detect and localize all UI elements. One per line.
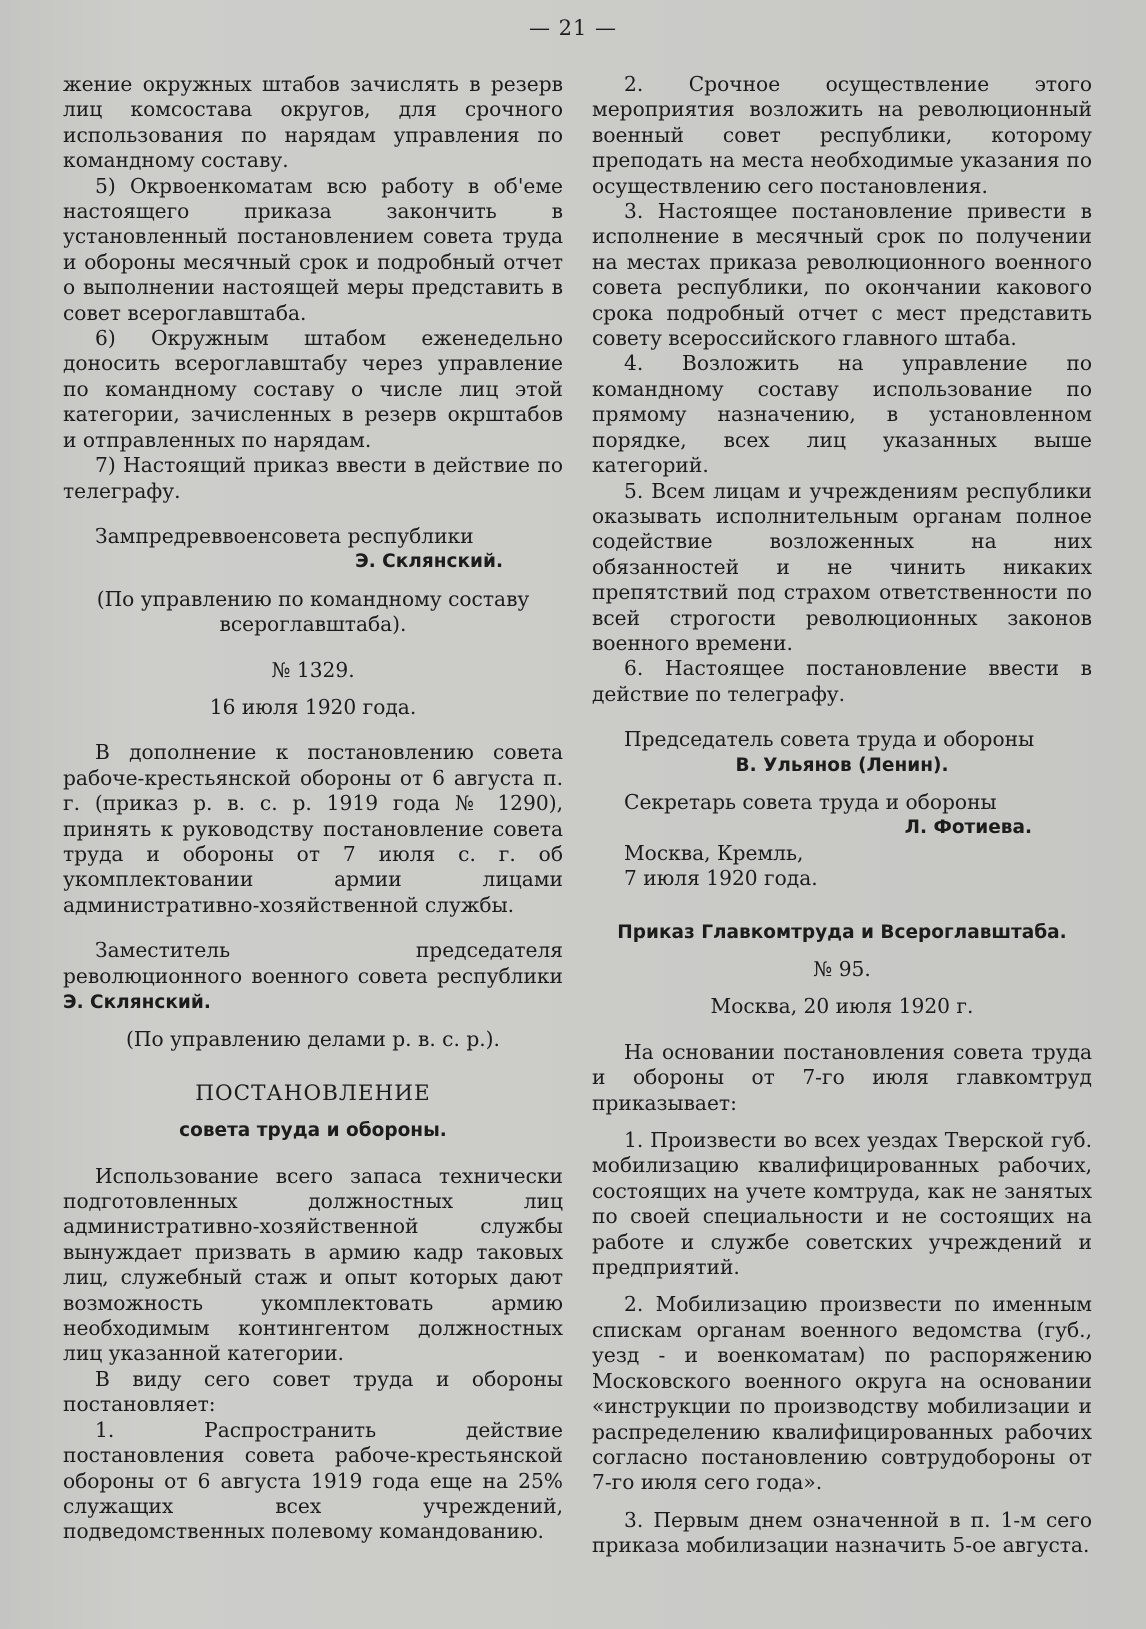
page-number: — 21 — [528, 16, 618, 40]
place-date: 7 июля 1920 года. [624, 866, 818, 891]
order2-point-1: 1. Произвести во всех уездах Тверской губ. мобилизацию квалифицированных рабочих, состоящих на учете комтруда, как не занятых по своей специальности и не состоящих на работе и службе советских учреждений и предприятий. [592, 1128, 1092, 1280]
resolution-point-4: 4. Возложить на управление по командному составу использование по прямому назначению, в установленном порядке, всех лиц указанных выше категорий. [592, 351, 1092, 478]
paragraph-continued: жение окружных штабов зачислять в резерв лиц комсостава округов, для срочного использования по нарядам управления по командному составу. [63, 72, 563, 173]
order2-number: № 95. [813, 957, 871, 981]
order-text: В дополнение к постановлению совета рабоче-крестьянской обороны от 6 августа п. г. (приказ р. в. с. р. 1919 года № 1290), принять к руководству постановление совета труда и обороны от 7 июля с. г. об укомплектовании армии лицами административно-хозяйственной службы. [63, 740, 563, 917]
chair-title: Председатель совета труда и обороны [624, 727, 1035, 752]
signature-name-2: Э. Склянский. [63, 992, 211, 1013]
resolution-resolves: В виду сего совет труда и обороны постановляет: [63, 1366, 563, 1417]
order2-point-3: 3. Первым днем означенной в п. 1-м сего приказа мобилизации назначить 5-ое августа. [592, 1507, 1092, 1558]
signature-dept-2: (По управлению делами р. в. с. р.). [126, 1027, 500, 1052]
secretary-name: Л. Фотиева. [904, 817, 1032, 839]
signature-dept-1: (По управлению по командному составу всероглавштаба). [96, 586, 530, 637]
order-number: № 1329. [271, 657, 355, 682]
order2-point-2: 2. Мобилизацию произвести по именным спискам органам военного ведомства (губ., уезд - и военкоматам) по распоряжению Московского военного округа на основании «инструкции по производству мобилизации и распределению квалифицированных рабочих согласно постановлению совтрудобороны от 7-го июля сего года». [592, 1292, 1092, 1495]
resolution-point-6: 6. Настоящее постановление ввести в действие по телеграфу. [592, 656, 1092, 706]
resolution-point-2: 2. Срочное осуществление этого мероприятия возложить на революционный военный совет республики, которому преподать на места необходимые указания по осуществлению сего постановления. [592, 72, 1092, 198]
secretary-title: Секретарь совета труда и обороны [624, 789, 997, 814]
order2-intro: На основании постановления совета труда и обороны от 7-го июля главкомтруд приказывает: [592, 1039, 1092, 1115]
signature-title-2-text: Заместитель председателя революционного военного совета республики [63, 938, 563, 988]
signature-title-1: Зампредреввоенсовета республики [95, 523, 474, 548]
paragraph-5: 5) Окрвоенкоматам всю работу в об'еме настоящего приказа закончить в установленный постановлением совета труда и обороны месячный срок и подробный отчет о выполнении настоящей меры представить в совет всероглавштаба. [63, 173, 563, 325]
resolution-heading: ПОСТАНОВЛЕНИЕ [195, 1080, 431, 1106]
signature-title-2 [63, 938, 563, 1015]
order2-heading: Приказ Главкомтруда и Всероглавштаба. [617, 921, 1067, 943]
right-column [592, 72, 1092, 1559]
resolution-point-3: 3. Настоящее постановление привести в исполнение в месячный срок по получении на местах приказа революционного военного совета республики, по окончании какового срока подробный отчет с мест представить совету всероссийского главного штаба. [592, 199, 1092, 351]
order-date: 16 июля 1920 года. [209, 694, 417, 719]
left-column [63, 72, 563, 1545]
paragraph-7: 7) Настоящий приказ ввести в действие по телеграфу. [63, 453, 563, 503]
resolution-point-5: 5. Всем лицам и учреждениям республики оказывать исполнительным органам полное содействие возложенных на них обязанностей и не чинить никаких препятствий под страхом ответственности по всей строгости революционных законов военного времени. [592, 478, 1092, 655]
paragraph-6: 6) Окружным штабом еженедельно доносить всероглавштабу через управление по командному составу о числе лиц этой категории, зачисленных в резерв окрштабов и отправленных по нарядам. [63, 326, 563, 452]
resolution-subheading: совета труда и обороны. [179, 1120, 447, 1142]
chair-name: В. Ульянов (Ленин). [735, 754, 949, 776]
signature-name-1: Э. Склянский. [355, 551, 503, 573]
resolution-intro: Использование всего запаса технически подготовленных должностных лиц административно-хозяйственной службы вынуждает призвать в армию кадр таковых лиц, служебный стаж и опыт которых дают возможность укомплектовать армию необходимым контингентом должностных лиц указанной категории. [63, 1163, 563, 1366]
place: Москва, Кремль, [624, 840, 804, 865]
resolution-point-1: 1. Распространить действие постановления совета рабоче-крестьянской обороны от 6 августа 1919 года еще на 25% служащих всех учреждений, подведомственных полевому командованию. [63, 1417, 563, 1544]
order2-place-date: Москва, 20 июля 1920 г. [710, 994, 974, 1019]
